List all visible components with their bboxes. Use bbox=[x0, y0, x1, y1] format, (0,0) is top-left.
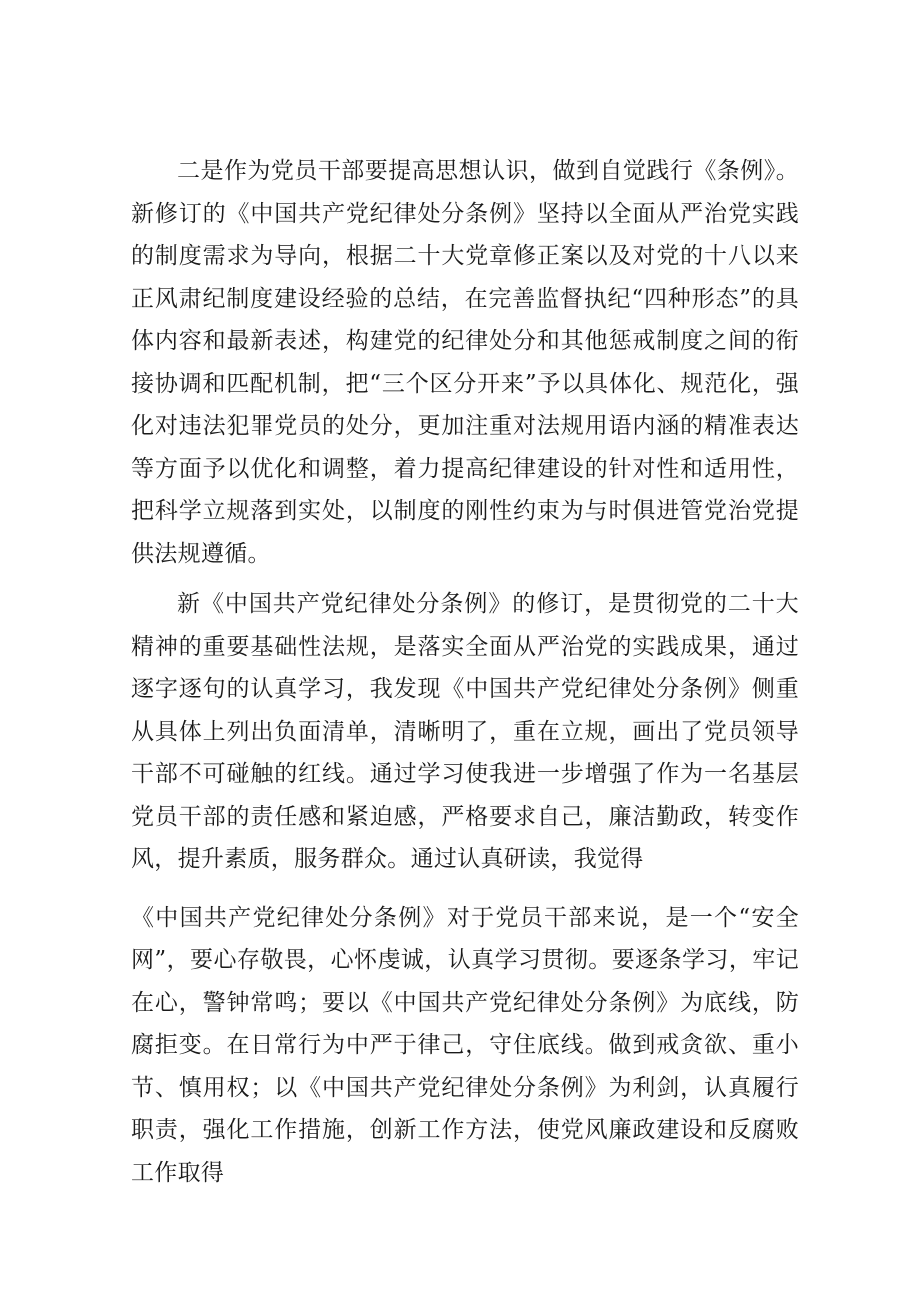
paragraph-1: 二是作为党员干部要提高思想认识，做到自觉践行《条例》。新修订的《中国共产党纪律处分条例》坚持以全面从严治党实践的制度需求为导向，根据二十大党章修正案以及对党的十八以来正风肃纪制度建设经验的总结，在完善监督执纪“四种形态”的具体内容和最新表述，构建党的纪律处分和其他惩戒制度之间的衔接协调和匹配机制，把“三个区分开来”予以具体化、规范化，强化对违法犯罪党员的处分，更加注重对法规用语内涵的精准表达等方面予以优化和调整，着力提高纪律建设的针对性和适用性，把科学立规落到实处，以制度的刚性约束为与时俱进管党治党提供法规遵循。 bbox=[131, 158, 799, 567]
paragraph-2: 新《中国共产党纪律处分条例》的修订，是贯彻党的二十大精神的重要基础性法规，是落实全面从严治党的实践成果，通过逐字逐句的认真学习，我发现《中国共产党纪律处分条例》侧重从具体上列出负面清单，清晰明了，重在立规，画出了党员领导干部不可碰触的红线。通过学习使我进一步增强了作为一名基层党员干部的责任感和紧迫感，严格要求自己，廉洁勤政，转变作风，提升素质，服务群众。通过认真研读，我觉得 bbox=[131, 591, 799, 872]
document-body bbox=[131, 150, 799, 1194]
paragraph-3: 《中国共产党纪律处分条例》对于党员干部来说，是一个“安全网”，要心存敬畏，心怀虔诚，认真学习贯彻。要逐条学习，牢记在心，警钟常鸣；要以《中国共产党纪律处分条例》为底线，防腐拒变。在日常行为中严于律己，守住底线。做到戒贪欲、重小节、慎用权；以《中国共产党纪律处分条例》为利剑，认真履行职责，强化工作措施，创新工作方法，使党风廉政建设和反腐败工作取得 bbox=[131, 904, 799, 1186]
